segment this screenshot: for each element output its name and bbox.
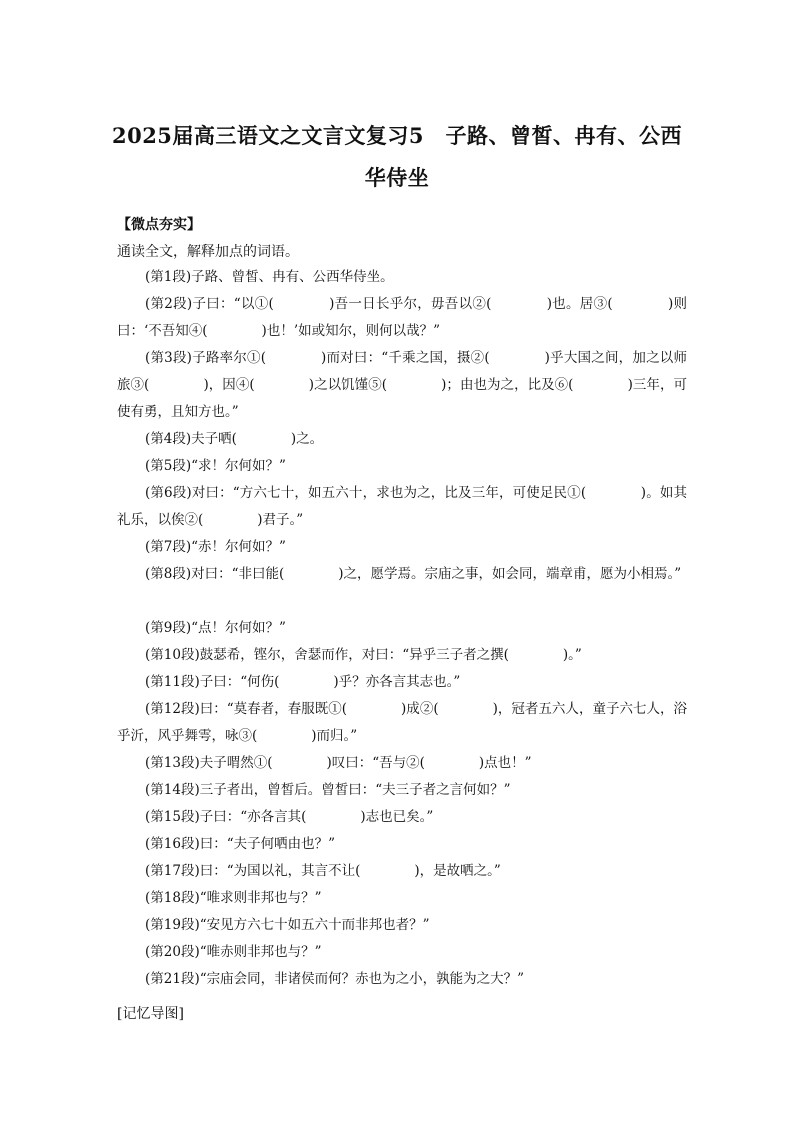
paragraph-3: (第3段)子路率尔①( )而对曰：“千乘之国，摄②( )乎大国之间，加之以师旅③( )，因④( )之以饥馑⑤( )；由也为之，比及⑥( )三年，可使有勇，且知方也。” bbox=[117, 350, 687, 420]
memory-map-label: [记忆导图] bbox=[117, 1006, 184, 1022]
paragraph-9: (第9段)“点！尔何如？” bbox=[145, 620, 286, 636]
paragraph-11: (第11段)子曰：“何伤( )乎？亦各言其志也。” bbox=[145, 674, 461, 690]
document-title-line-1: 2025届高三语文之文言文复习5 子路、曾皙、冉有、公西 bbox=[111, 123, 683, 148]
paragraph-16: (第16段)曰：“夫子何哂由也？” bbox=[145, 836, 336, 852]
paragraph-5: (第5段)“求！尔何如？” bbox=[145, 458, 286, 474]
paragraph-21: (第21段)“宗庙会同，非诸侯而何？赤也为之小，孰能为之大？” bbox=[145, 971, 525, 987]
paragraph-6: (第6段)对曰：“方六七十，如五六十，求也为之，比及三年，可使足民①( )。如其礼乐，以俟②( )君子。” bbox=[117, 485, 687, 528]
paragraph-7: (第7段)“赤！尔何如？” bbox=[145, 539, 286, 555]
paragraph-18: (第18段)“唯求则非邦也与？” bbox=[145, 890, 322, 906]
paragraph-4: (第4段)夫子哂( )之。 bbox=[145, 431, 324, 447]
paragraph-2: (第2段)子曰：“以①( )吾一日长乎尔，毋吾以②( )也。居③( )则曰：‘不吾知④( )也！’如或知尔，则何以哉？” bbox=[117, 296, 687, 339]
paragraph-8: (第8段)对曰：“非曰能( )之，愿学焉。宗庙之事，如会同，端章甫，愿为小相焉。” bbox=[145, 566, 682, 582]
paragraph-14: (第14段)三子者出，曾皙后。曾皙曰：“夫三子者之言何如？” bbox=[145, 782, 511, 798]
paragraph-12: (第12段)曰：“莫春者，春服既①( )成②( )，冠者五六人，童子六七人，浴乎沂，风乎舞雩，咏③( )而归。” bbox=[117, 701, 687, 744]
instruction-text: 通读全文，解释加点的词语。 bbox=[117, 244, 299, 260]
paragraph-20: (第20段)“唯赤则非邦也与？” bbox=[145, 944, 322, 960]
paragraph-15: (第15段)子曰：“亦各言其( )志也已矣。” bbox=[145, 809, 434, 825]
section-label: 【微点夯实】 bbox=[117, 217, 201, 233]
paragraph-13: (第13段)夫子喟然①( )叹曰：“吾与②( )点也！” bbox=[145, 755, 532, 771]
paragraph-17: (第17段)曰：“为国以礼，其言不让( )，是故哂之。” bbox=[145, 863, 501, 879]
paragraph-19: (第19段)“安见方六七十如五六十而非邦也者？” bbox=[145, 917, 430, 933]
document-title-line-2: 华侍坐 bbox=[364, 165, 430, 190]
paragraph-10: (第10段)鼓瑟希，铿尔，舍瑟而作，对曰：“异乎三子者之撰( )。” bbox=[145, 647, 582, 663]
paragraph-1: (第1段)子路、曾皙、冉有、公西华侍坐。 bbox=[145, 269, 394, 285]
